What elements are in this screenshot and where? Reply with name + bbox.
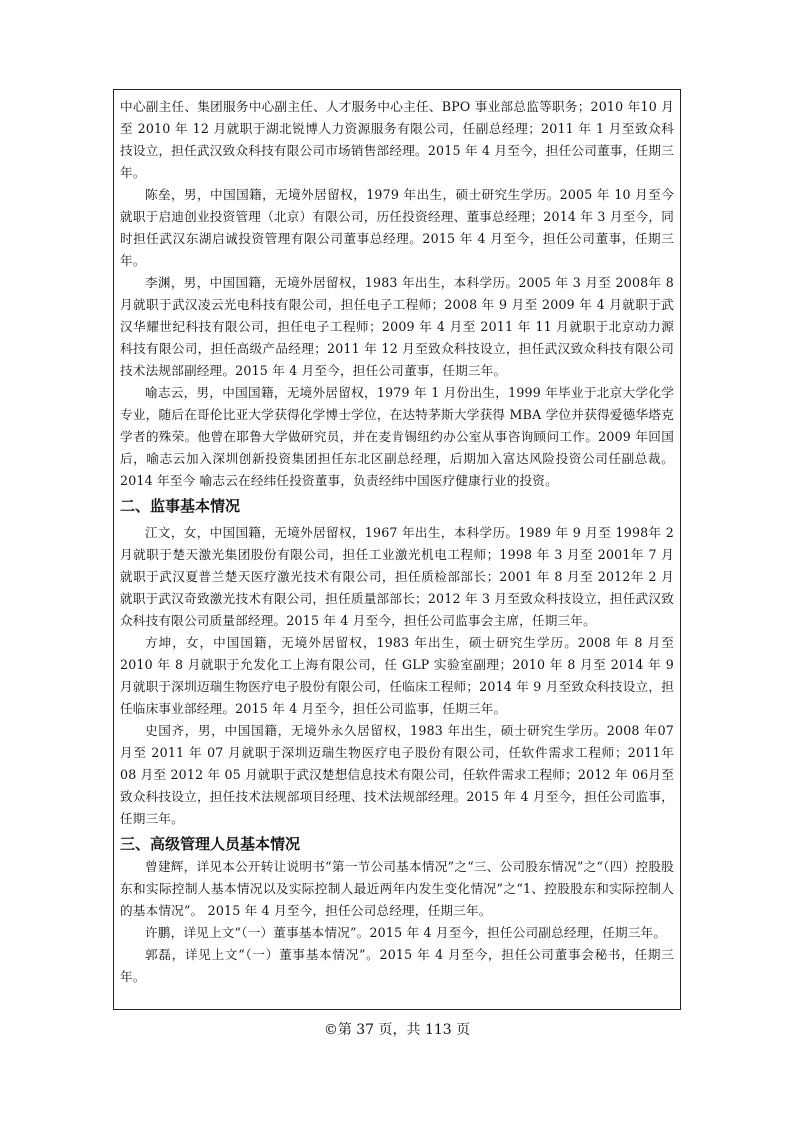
executive-paragraph-guo-lei: 郭磊，详见上文“（一）董事基本情况”。2015 年 4 月至今，担任公司董事会秘书，任期三年。 — [120, 947, 674, 984]
content-frame — [113, 89, 681, 1010]
supervisors-section — [120, 494, 674, 830]
board-section — [120, 96, 674, 492]
supervisor-paragraph-shi-guoqi: 史国齐，男，中国国籍，无境外永久居留权，1983 年出生，硕士研究生学历。2008 年07 月至 2011 年 07 月就职于深圳迈瑞生物医疗电子股份有限公司，任软件需求工程师；2011年 08 月至 2012 年 05 月就职于武汉楚想信息技术有限公司，任软件需求工程师；2012 年 06月至致众科技设立，担任技术法规部项目经理、技术法规部经理。2015 年 4 月至今，担任公司监事，任期三年。 — [120, 723, 674, 826]
page-number: ©第 37 页，共 113 页 — [323, 1022, 471, 1038]
board-paragraph-chen-lei: 陈垒，男，中国国籍，无境外居留权，1979 年出生，硕士研究生学历。2005 年 10 月至今就职于启迪创业投资管理（北京）有限公司，历任投资经理、董事总经理；2014 年 3 月至今，同时担任武汉东湖启诚投资管理有限公司董事总经理。2015 年 4 月至今，担任公司董事，任期三年。 — [120, 187, 674, 268]
supervisor-paragraph-jiang-wen: 江文，女，中国国籍，无境外居留权，1967 年出生，本科学历。1989 年 9 月至 1998年 2 月就职于楚天激光集团股份有限公司，担任工业激光机电工程师；1998 年 3 月至 2001年 7 月就职于武汉夏普兰楚天医疗激光技术有限公司，担任质检部部长；2001 年 8 月至 2012年 2 月就职于武汉奇致激光技术有限公司，担任质量部部长；2012 年 3 月至致众科技设立，担任武汉致众科技有限公司质量部经理。2015 年 4 月至今，担任公司监事会主席，任期三年。 — [120, 525, 674, 628]
executive-paragraph-zeng-jianhui: 曾建辉，详见本公开转让说明书“第一节公司基本情况”之“三、公司股东情况”之“（四）控股股东和实际控制人基本情况以及实际控制人最近两年内发生变化情况”之“1、控股股东和实际控制人的基本情况”。 2015 年 4 月至今，担任公司总经理，任期三年。 — [120, 859, 674, 918]
executives-heading: 三、高级管理人员基本情况 — [120, 835, 301, 853]
board-paragraph-continuation: 中心副主任、集团服务中心副主任、人才服务中心主任、BPO 事业部总监等职务；2010 年10 月至 2010 年 12 月就职于湖北锐博人力资源服务有限公司，任副总经理；2011 年 1 月至致众科技设立，担任武汉致众科技有限公司市场销售部经理。2015 年 4 月至今，担任公司董事，任期三年。 — [120, 99, 674, 180]
executive-paragraph-xu-peng: 许鹏，详见上文“（一）董事基本情况”。2015 年 4 月至今，担任公司副总经理，任期三年。 — [145, 925, 667, 940]
executives-section — [120, 832, 674, 988]
board-paragraph-yu-zhiyun: 喻志云，男，中国国籍，无境外居留权，1979 年 1 月份出生，1999 年毕业于北京大学化学专业，随后在哥伦比亚大学获得化学博士学位，在达特茅斯大学获得 MBA 学位并获得爱德华塔克学者的殊荣。他曾在耶鲁大学做研究员，并在麦肯锡纽约办公室从事咨询顾问工作。2009 年回国后，喻志云加入深圳创新投资集团担任东北区副总经理，后期加入富达风险投资公司任副总裁。2014 年至今 喻志云在经纬任投资董事，负责经纬中国医疗健康行业的投资。 — [120, 385, 674, 488]
supervisors-heading: 二、监事基本情况 — [120, 497, 241, 515]
board-paragraph-li-yuan: 李渊，男，中国国籍，无境外居留权，1983 年出生，本科学历。2005 年 3 月至 2008年 8 月就职于武汉凌云光电科技有限公司，担任电子工程师；2008 年 9 月至 2009 年 4 月就职于武汉华耀世纪科技有限公司，担任电子工程师；2009 年 4 月至 2011 年 11 月就职于北京动力源科技有限公司，担任高级产品经理；2011 年 12 月至致众科技设立，担任武汉致众科技有限公司技术法规部副经理。2015 年 4 月至今，担任公司董事，任期三年。 — [120, 275, 674, 378]
supervisor-paragraph-fang-kun: 方坤，女，中国国籍，无境外居留权，1983 年出生，硕士研究生学历。2008 年 8 月至2010 年 8 月就职于允发化工上海有限公司，任 GLP 实验室副理；2010 年 8 月至 2014 年 9月就职于深圳迈瑞生物医疗电子股份有限公司，任临床工程师；2014 年 9 月至致众科技设立，担任临床事业部经理。2015 年 4 月至今，担任公司监事，任期三年。 — [120, 635, 674, 716]
